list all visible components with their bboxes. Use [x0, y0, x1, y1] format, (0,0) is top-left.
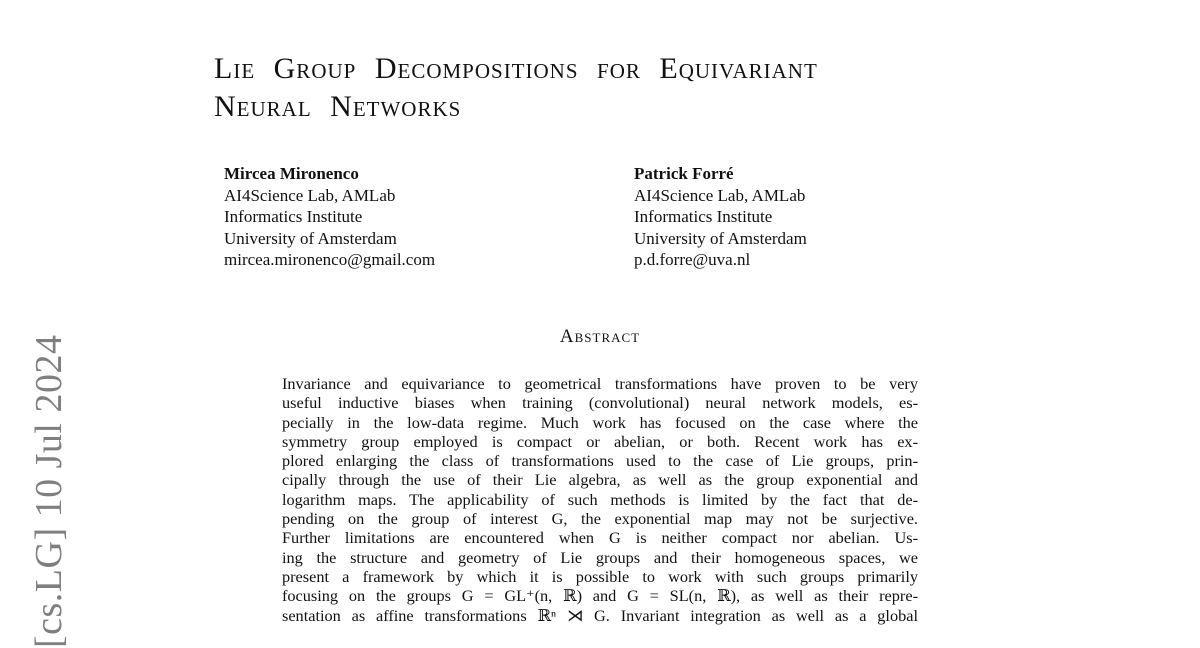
paper-title [214, 50, 994, 126]
author-university: University of Amsterdam [634, 228, 807, 248]
abstract-body [282, 374, 918, 625]
author-name: Patrick Forré [634, 164, 734, 183]
author-email: mircea.mironenco@gmail.com [224, 250, 436, 269]
abstract-line: useful inductive biases when training (convolutional) neural network models, es- [282, 393, 918, 413]
author-institute: Informatics Institute [634, 207, 773, 226]
arxiv-sidebar-stamp: [cs.LG] 10 Jul 2024 [28, 334, 70, 648]
abstract-line: pending on the group of interest G, the exponential map may not be surjective. [282, 509, 918, 529]
author-block-1 [224, 163, 435, 271]
author-name: Mircea Mironenco [224, 164, 359, 183]
abstract-line: Invariance and equivariance to geometrical transformations have proven to be very [282, 374, 918, 393]
abstract-line: symmetry group employed is compact or abelian, or both. Recent work has ex- [282, 431, 918, 451]
author-affiliation: AI4Science Lab, AMLab [634, 185, 806, 205]
author-affiliation: AI4Science Lab, AMLab [224, 185, 396, 205]
author-email: p.d.forre@uva.nl [634, 250, 751, 269]
title-line-2: Neural Networks [214, 90, 462, 123]
author-block-2 [634, 163, 807, 271]
author-university: University of Amsterdam [224, 228, 397, 248]
abstract-line: present a framework by which it is possible to work with such groups primarily [282, 566, 918, 586]
abstract-line: plored enlarging the class of transformations used to the case of Lie groups, prin- [282, 451, 918, 471]
abstract-line: Further limitations are encountered when G is neither compact nor abelian. Us- [282, 528, 918, 548]
abstract-line: ing the structure and geometry of Lie groups and their homogeneous spaces, we [282, 547, 918, 567]
abstract-line: cipally through the use of their Lie algebra, as well as the group exponential and [282, 470, 918, 490]
abstract-heading: Abstract [559, 326, 641, 347]
abstract-line: logarithm maps. The applicability of such methods is limited by the fact that de- [282, 489, 918, 509]
author-institute: Informatics Institute [224, 207, 363, 226]
abstract-line: pecially in the low-data regime. Much work has focused on the case where the [282, 412, 918, 432]
abstract-line: sentation as affine transformations ℝⁿ ⋊ G. Invariant integration as well as a global [282, 605, 918, 625]
abstract-line: focusing on the groups G = GL⁺(n, ℝ) and G = SL(n, ℝ), as well as their repre- [282, 586, 918, 606]
title-line-1: Lie Group Decompositions for Equivariant [214, 52, 818, 85]
